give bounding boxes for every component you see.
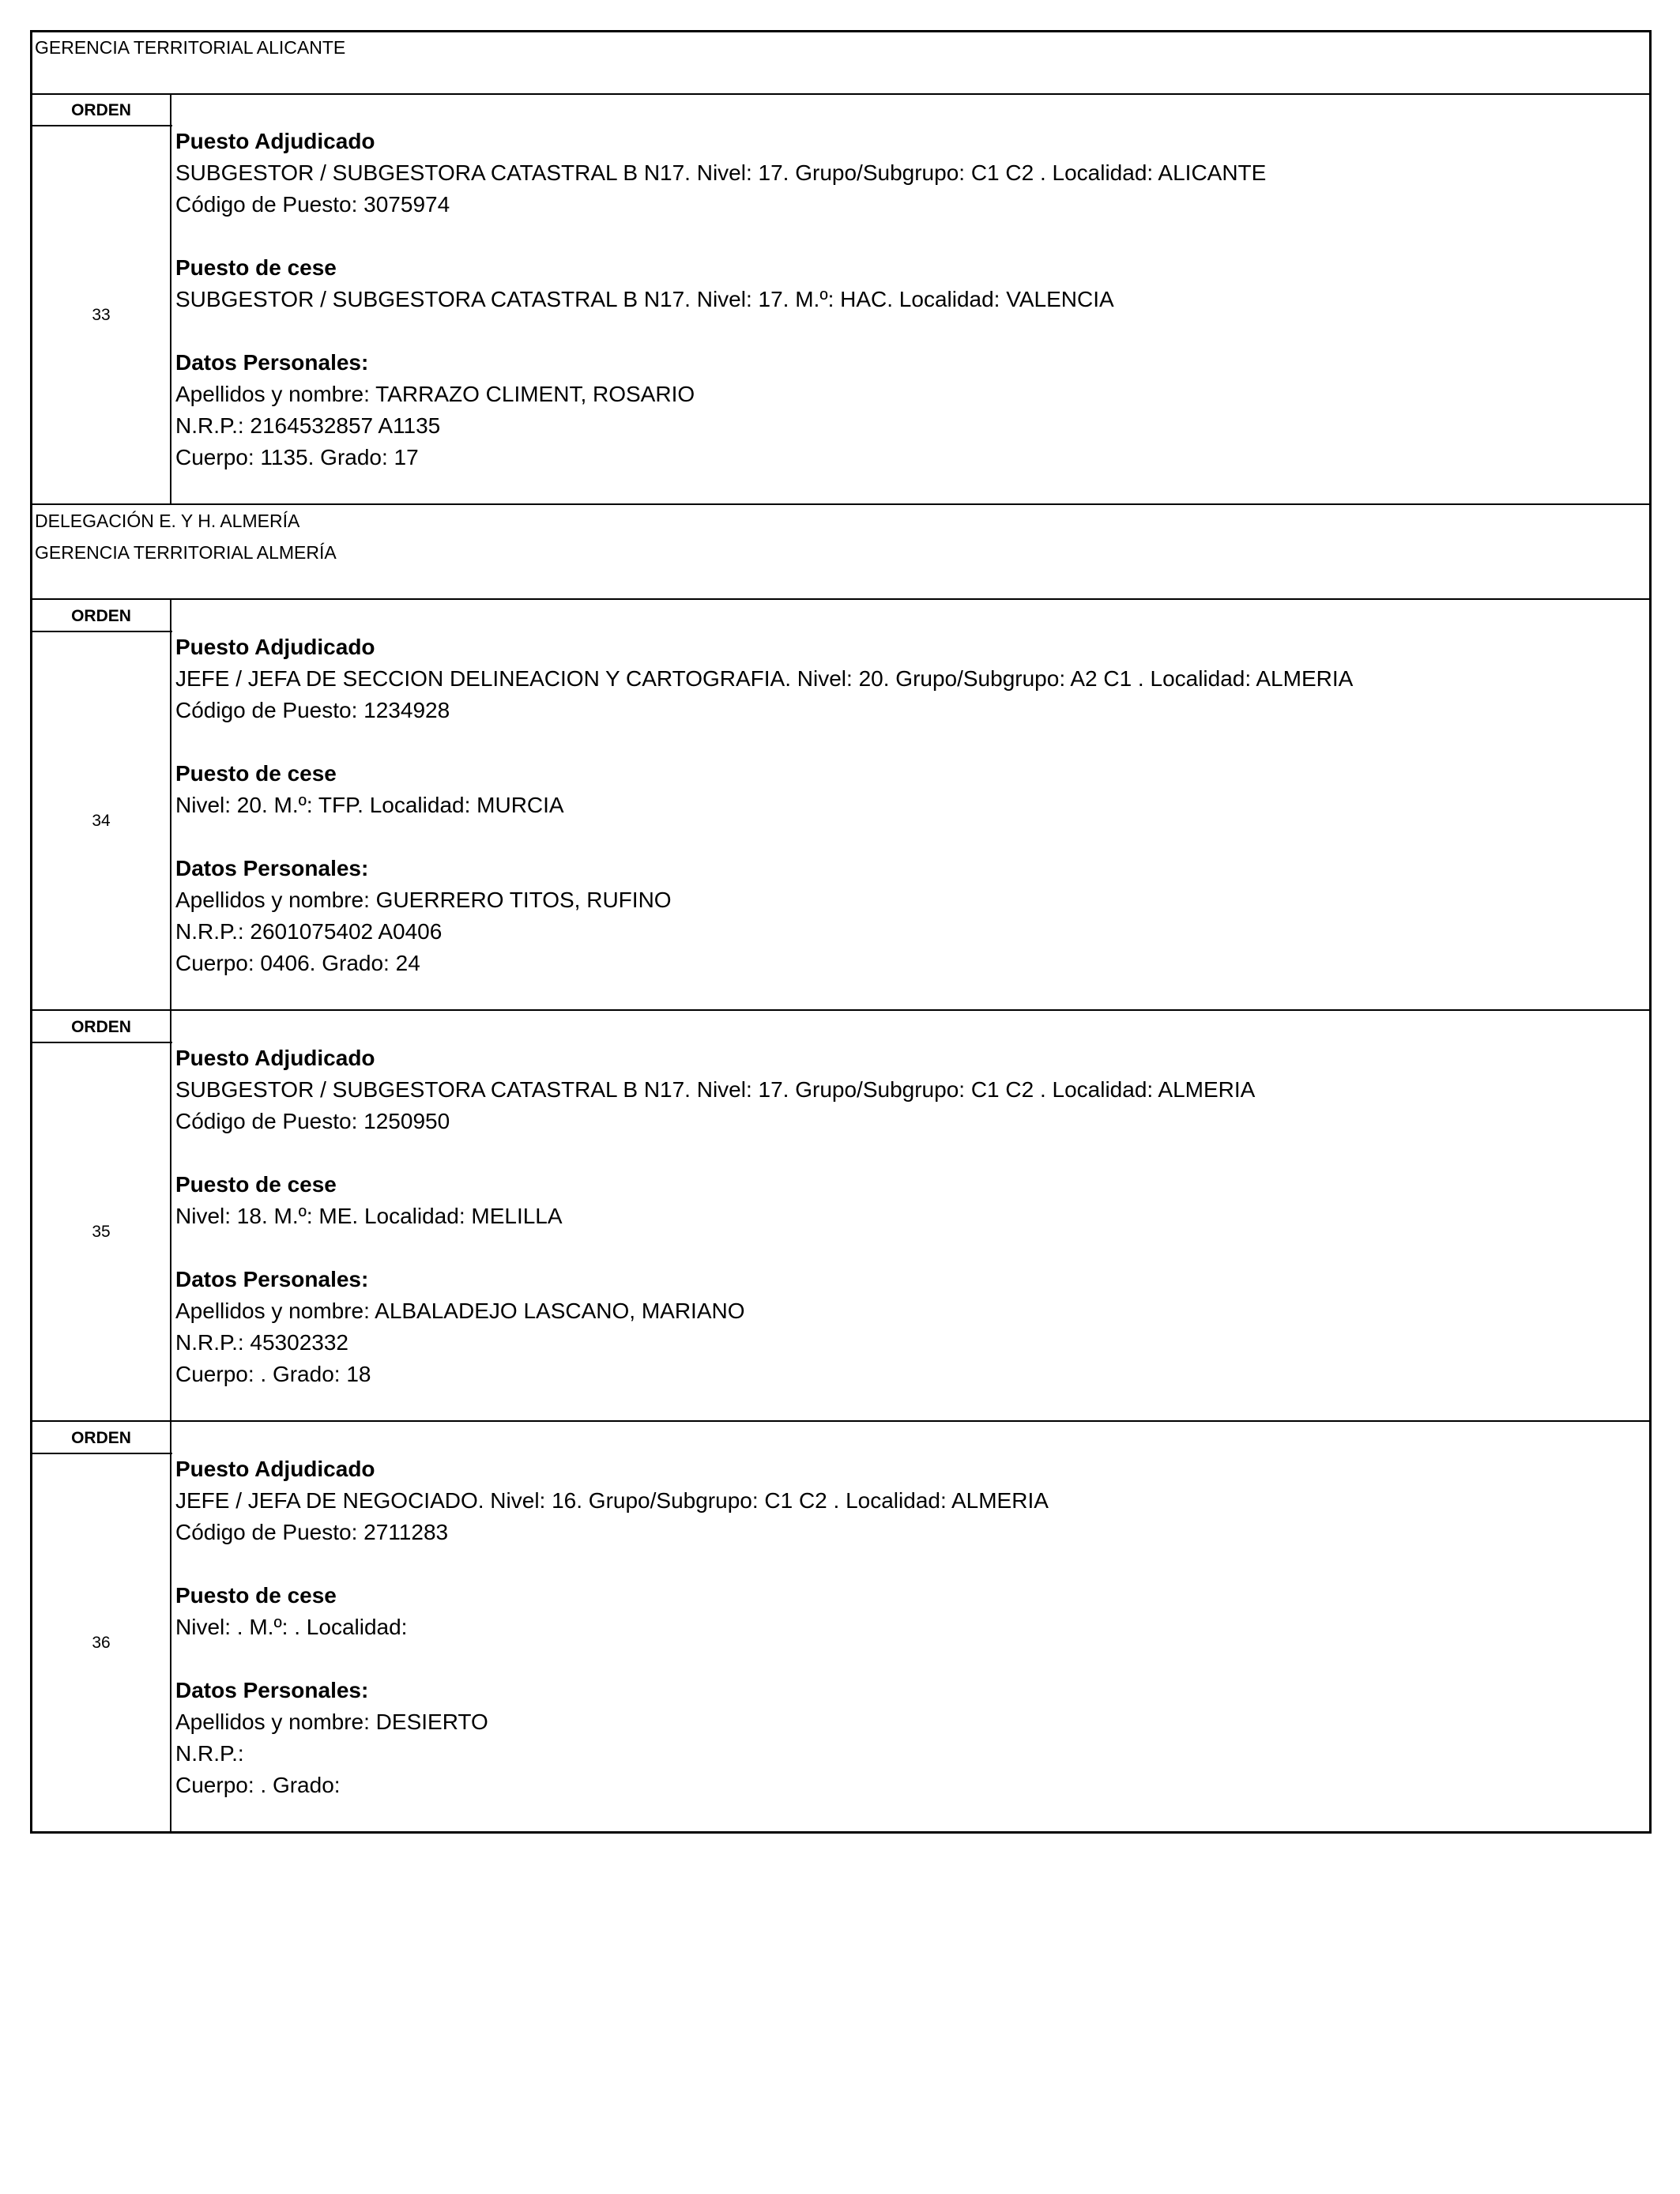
nombre: Apellidos y nombre: TARRAZO CLIMENT, ROSARIO: [175, 382, 695, 406]
orden-label: ORDEN: [71, 607, 131, 625]
entry-details: [175, 1042, 1255, 1390]
divider: [30, 503, 1652, 505]
nrp: N.R.P.: 45302332: [175, 1330, 348, 1355]
cese-desc: SUBGESTOR / SUBGESTORA CATASTRAL B N17. Nivel: 17. M.º: HAC. Localidad: VALENCIA: [175, 287, 1114, 311]
cuerpo: Cuerpo: 0406. Grado: 24: [175, 951, 420, 975]
divider: [30, 125, 172, 126]
nrp: N.R.P.: 2164532857 A1135: [175, 413, 441, 438]
datos-title: Datos Personales:: [175, 856, 369, 880]
cese-desc: Nivel: . M.º: . Localidad:: [175, 1615, 408, 1639]
divider: [30, 631, 172, 632]
adjudicado-desc: JEFE / JEFA DE SECCION DELINEACION Y CARTOGRAFIA. Nivel: 20. Grupo/Subgrupo: A2 C1 . Localidad: ALMERIA: [175, 666, 1354, 691]
divider: [30, 93, 1652, 95]
orden-number: 35: [92, 1223, 111, 1241]
nrp: N.R.P.: 2601075402 A0406: [175, 919, 443, 944]
codigo-puesto: Código de Puesto: 3075974: [175, 192, 450, 217]
orden-label: ORDEN: [71, 101, 131, 119]
orden-number: 33: [92, 306, 111, 324]
orden-label: ORDEN: [71, 1429, 131, 1447]
codigo-puesto: Código de Puesto: 2711283: [175, 1520, 449, 1544]
orden-label: ORDEN: [71, 1018, 131, 1036]
adjudicado-title: Puesto Adjudicado: [175, 635, 375, 659]
cese-desc: Nivel: 18. M.º: ME. Localidad: MELILLA: [175, 1204, 563, 1228]
divider: [30, 1009, 1652, 1011]
cese-title: Puesto de cese: [175, 1583, 337, 1608]
column-divider: [170, 93, 171, 504]
datos-title: Datos Personales:: [175, 1267, 369, 1291]
nrp: N.R.P.:: [175, 1741, 244, 1766]
office-heading: GERENCIA TERRITORIAL ALICANTE: [35, 37, 346, 58]
cese-title: Puesto de cese: [175, 761, 337, 786]
codigo-puesto: Código de Puesto: 1250950: [175, 1109, 450, 1133]
datos-title: Datos Personales:: [175, 1678, 369, 1702]
nombre: Apellidos y nombre: GUERRERO TITOS, RUFINO: [175, 888, 672, 912]
cese-desc: Nivel: 20. M.º: TFP. Localidad: MURCIA: [175, 793, 564, 817]
orden-number: 34: [92, 812, 111, 830]
cuerpo: Cuerpo: 1135. Grado: 17: [175, 445, 419, 469]
datos-title: Datos Personales:: [175, 350, 369, 375]
cuerpo: Cuerpo: . Grado:: [175, 1773, 341, 1797]
entry-details: [175, 631, 1353, 979]
adjudicado-title: Puesto Adjudicado: [175, 129, 375, 153]
adjudicado-title: Puesto Adjudicado: [175, 1046, 375, 1070]
entry-details: [175, 1453, 1049, 1801]
entry-details: [175, 126, 1266, 473]
office-heading: DELEGACIÓN E. Y H. ALMERÍA: [35, 511, 300, 531]
divider: [30, 598, 1652, 600]
office-heading: GERENCIA TERRITORIAL ALMERÍA: [35, 542, 337, 563]
divider: [30, 1042, 172, 1043]
adjudicado-desc: SUBGESTOR / SUBGESTORA CATASTRAL B N17. Nivel: 17. Grupo/Subgrupo: C1 C2 . Localidad: ALICANTE: [175, 160, 1267, 185]
codigo-puesto: Código de Puesto: 1234928: [175, 698, 450, 722]
cese-title: Puesto de cese: [175, 255, 337, 280]
divider: [30, 1453, 172, 1454]
cese-title: Puesto de cese: [175, 1172, 337, 1197]
adjudicado-desc: SUBGESTOR / SUBGESTORA CATASTRAL B N17. Nivel: 17. Grupo/Subgrupo: C1 C2 . Localidad: ALMERIA: [175, 1077, 1256, 1102]
adjudicado-desc: JEFE / JEFA DE NEGOCIADO. Nivel: 16. Grupo/Subgrupo: C1 C2 . Localidad: ALMERIA: [175, 1488, 1049, 1513]
divider: [30, 1420, 1652, 1422]
cuerpo: Cuerpo: . Grado: 18: [175, 1362, 371, 1386]
nombre: Apellidos y nombre: DESIERTO: [175, 1710, 488, 1734]
adjudicado-title: Puesto Adjudicado: [175, 1457, 375, 1481]
nombre: Apellidos y nombre: ALBALADEJO LASCANO, MARIANO: [175, 1299, 745, 1323]
orden-number: 36: [92, 1634, 111, 1652]
